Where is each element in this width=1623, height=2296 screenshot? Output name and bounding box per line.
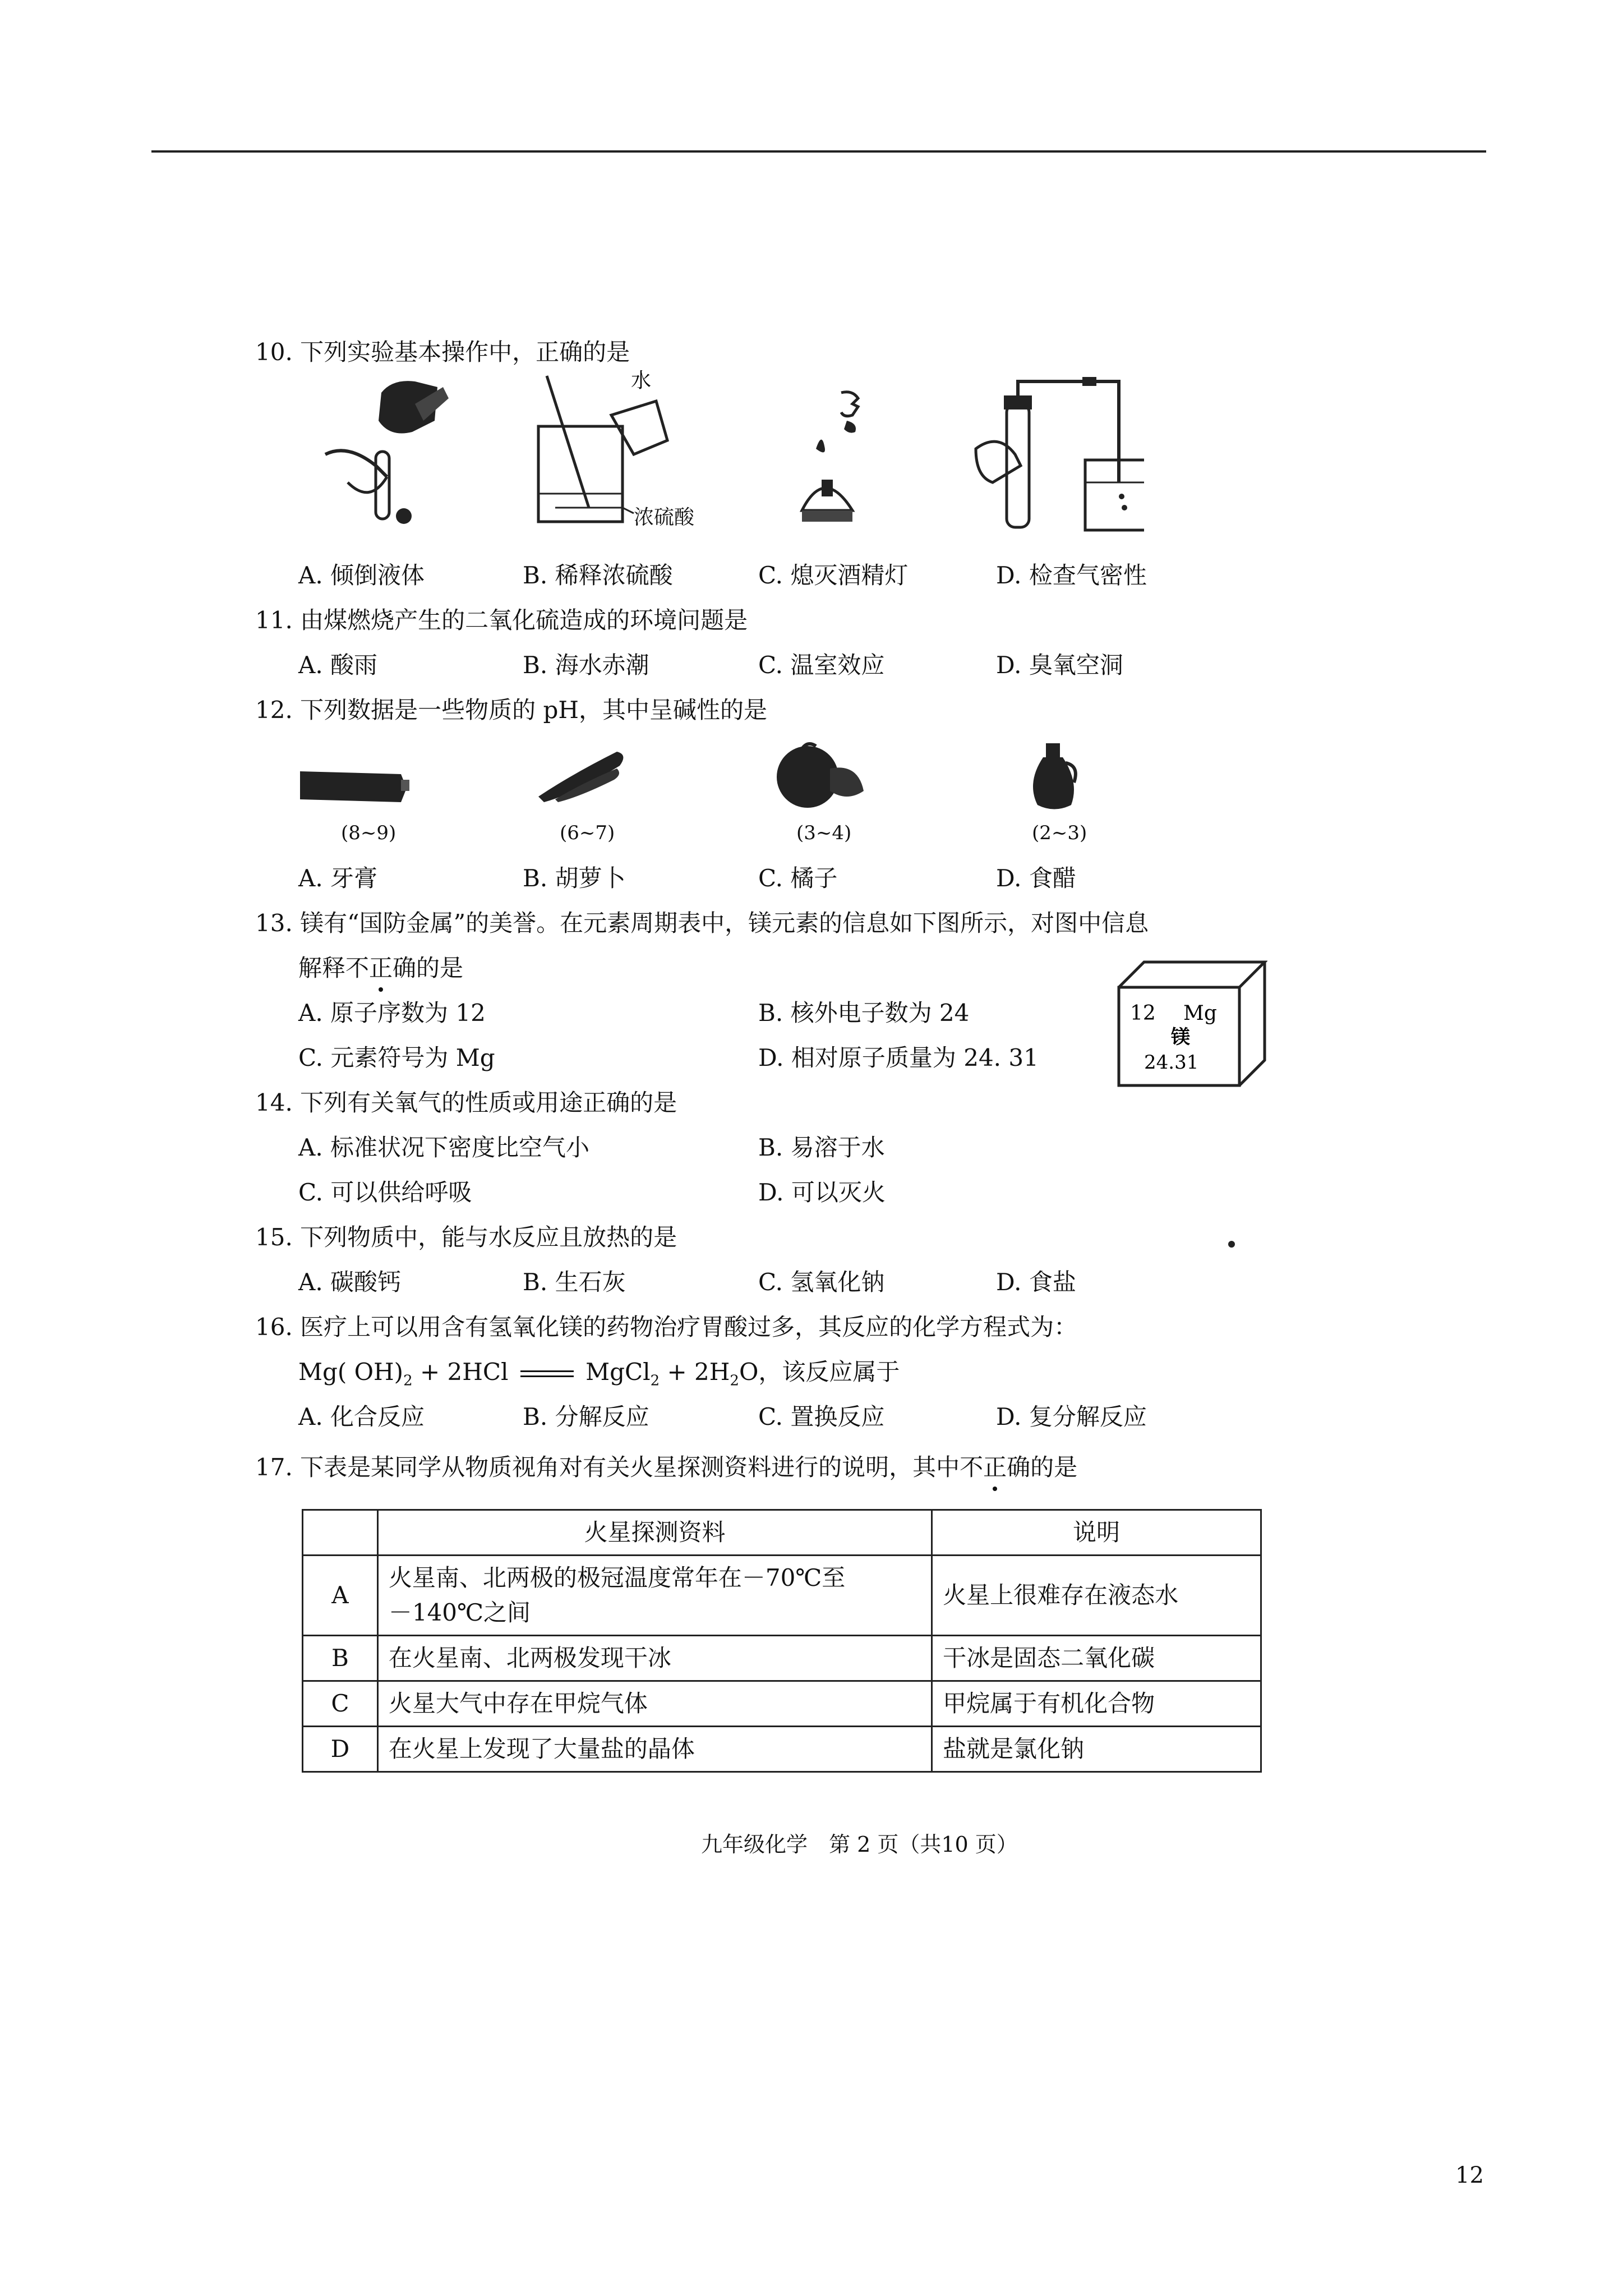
water-label: 水 <box>631 369 652 392</box>
q15-option-d[interactable]: D. 食盐 <box>996 1268 1076 1296</box>
table-header-row <box>303 1510 1261 1556</box>
q14-option-c[interactable]: C. 可以供给呼吸 <box>298 1179 472 1206</box>
q10-option-a[interactable]: A. 倾倒液体 <box>298 562 425 589</box>
q15-option-c[interactable]: C. 氢氧化钠 <box>758 1268 885 1296</box>
element-symbol: Mg <box>1183 1002 1217 1025</box>
q12-option-a[interactable]: A. 牙膏 <box>298 864 378 892</box>
q13-stem-line2: 解释不正确的是 <box>298 953 463 984</box>
stray-mark <box>1228 1241 1235 1248</box>
q13-emphasis: 不正确 <box>345 953 416 984</box>
q13-option-c[interactable]: C. 元素符号为 Mg <box>298 1044 495 1071</box>
q12-option-d[interactable]: D. 食醋 <box>996 864 1076 892</box>
q16-option-d[interactable]: D. 复分解反应 <box>996 1403 1147 1430</box>
q14-option-d[interactable]: D. 可以灭火 <box>758 1179 886 1206</box>
row-label: B <box>303 1636 378 1681</box>
row-note: 甲烷属于有机化合物 <box>932 1681 1261 1727</box>
q15-option-b[interactable]: B. 生石灰 <box>523 1268 626 1296</box>
q11-option-c[interactable]: C. 温室效应 <box>758 651 885 679</box>
row-data: 在火星上发现了大量盐的晶体 <box>377 1727 932 1772</box>
q15-option-a[interactable]: A. 碳酸钙 <box>298 1268 402 1296</box>
q16-equation: Mg( $OH)_2 + 2HCl$ MgCl$_2$ + $2H_2O$，该反应属于 <box>298 1358 900 1389</box>
q11-option-b[interactable]: B. 海水赤潮 <box>523 651 649 679</box>
vinegar-bottle-icon <box>1026 740 1082 813</box>
q13-option-d[interactable]: D. 相对原子质量为 24. 31 <box>758 1044 1039 1071</box>
header-rule <box>151 150 1486 153</box>
q11-option-d[interactable]: D. 臭氧空洞 <box>996 651 1123 679</box>
q13-option-b[interactable]: B. 核外电子数为 24 <box>758 999 970 1027</box>
row-label: A <box>303 1556 378 1636</box>
q11-stem: 11. 由煤燃烧产生的二氧化硫造成的环境问题是 <box>255 606 748 634</box>
q16-option-c[interactable]: C. 置换反应 <box>758 1403 885 1430</box>
q14-option-a[interactable]: A. 标准状况下密度比空气小 <box>298 1134 590 1161</box>
q10-stem: 10. 下列实验基本操作中，正确的是 <box>255 338 630 366</box>
carrot-icon <box>533 746 634 808</box>
element-mass: 24.31 <box>1144 1051 1199 1074</box>
q15-stem: 15. 下列物质中，能与水反应且放热的是 <box>255 1223 677 1251</box>
row-data: 火星大气中存在甲烷气体 <box>377 1681 932 1727</box>
q12-stem: 12. 下列数据是一些物质的 pH，其中呈碱性的是 <box>255 696 768 724</box>
orange-icon <box>768 740 869 813</box>
q12-option-b[interactable]: B. 胡萝卜 <box>523 864 626 892</box>
ph-label-carrot: (6~7) <box>560 822 615 844</box>
row-label: C <box>303 1681 378 1727</box>
toothpaste-icon <box>297 763 409 808</box>
q10-option-d[interactable]: D. 检查气密性 <box>996 562 1147 589</box>
row-label: D <box>303 1727 378 1772</box>
q13-option-a[interactable]: A. 原子序数为 12 <box>298 999 486 1027</box>
q16-option-b[interactable]: B. 分解反应 <box>523 1403 649 1430</box>
ph-label-orange: (3~4) <box>796 822 852 844</box>
q17-emphasis: 不正确 <box>960 1452 1030 1483</box>
q13-stem-line1: 13. 镁有“国防金属”的美誉。在元素周期表中，镁元素的信息如下图所示，对图中信息 <box>255 909 1149 937</box>
q10-figure-d-airtightness-icon <box>965 370 1144 539</box>
q10-option-c[interactable]: C. 熄灭酒精灯 <box>758 562 909 589</box>
row-note: 火星上很难存在液态水 <box>932 1556 1261 1636</box>
q14-stem: 14. 下列有关氧气的性质或用途正确的是 <box>255 1089 677 1116</box>
q10-figure-c-alcohol-lamp-icon <box>785 381 897 539</box>
page-number: 12 <box>1455 2162 1484 2188</box>
page-footer: 九年级化学 第 2 页（共10 页） <box>701 1832 1018 1857</box>
table-row <box>303 1636 1261 1681</box>
q16-option-a[interactable]: A. 化合反应 <box>298 1403 425 1430</box>
element-name: 镁 <box>1171 1026 1190 1048</box>
table-header-cell <box>303 1510 378 1556</box>
row-data: 火星南、北两极的极冠温度常年在－70℃至 －140℃之间 <box>377 1556 932 1636</box>
q12-option-c[interactable]: C. 橘子 <box>758 864 838 892</box>
acid-label: 浓硫酸 <box>634 506 695 529</box>
mars-data-table <box>302 1509 1262 1773</box>
q14-option-b[interactable]: B. 易溶于水 <box>758 1134 885 1161</box>
q10-option-b[interactable]: B. 稀释浓硫酸 <box>523 562 673 589</box>
row-data: 在火星南、北两极发现干冰 <box>377 1636 932 1681</box>
table-header-cell: 火星探测资料 <box>377 1510 932 1556</box>
magnesium-element-cell <box>1116 959 1267 1088</box>
q10-figure-a-pouring-icon <box>314 370 460 539</box>
ph-label-toothpaste: (8~9) <box>341 822 396 844</box>
table-row <box>303 1727 1261 1772</box>
row-note: 盐就是氯化钠 <box>932 1727 1261 1772</box>
element-number: 12 <box>1130 1002 1156 1025</box>
row-note: 干冰是固态二氧化碳 <box>932 1636 1261 1681</box>
ph-label-vinegar: (2~3) <box>1032 822 1087 844</box>
table-header-cell: 说明 <box>932 1510 1261 1556</box>
table-row <box>303 1681 1261 1727</box>
q16-stem: 16. 医疗上可以用含有氢氧化镁的药物治疗胃酸过多，其反应的化学方程式为： <box>255 1313 1078 1341</box>
q11-option-a[interactable]: A. 酸雨 <box>298 651 378 679</box>
q17-stem: 17. 下表是某同学从物质视角对有关火星探测资料进行的说明，其中不正确的是 <box>255 1452 1077 1483</box>
table-row <box>303 1556 1261 1636</box>
